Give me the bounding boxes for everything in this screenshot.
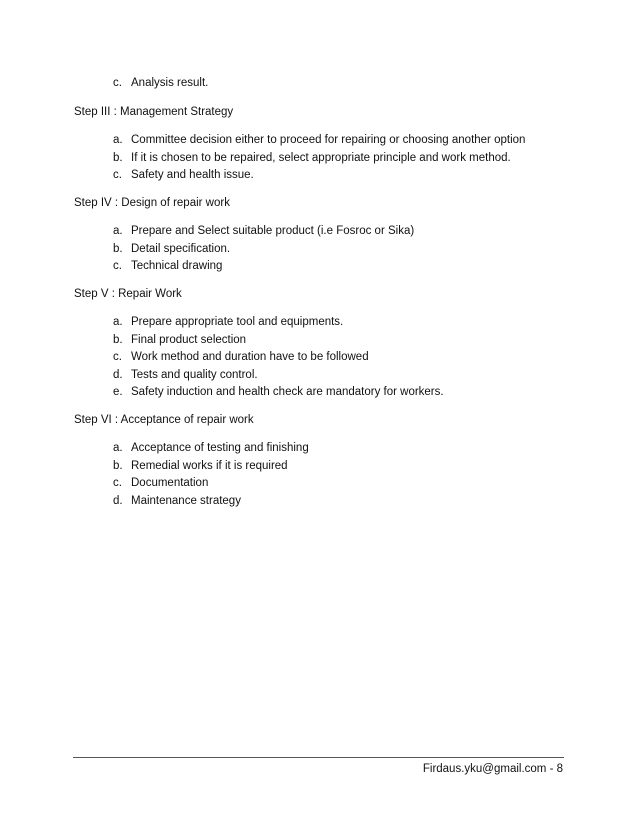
list-item-text: Tests and quality control. <box>131 369 258 381</box>
step-vi-heading: Step VI : Acceptance of repair work <box>74 414 254 426</box>
list-item-text: Technical drawing <box>131 260 223 272</box>
list-item <box>113 133 525 147</box>
list-marker: a. <box>113 134 123 146</box>
list-item <box>113 368 258 382</box>
list-item <box>113 242 230 256</box>
list-item <box>113 76 208 90</box>
list-marker: a. <box>113 316 123 328</box>
list-item-text: Prepare appropriate tool and equipments. <box>131 316 344 328</box>
list-marker: d. <box>113 495 123 507</box>
list-item <box>113 385 444 399</box>
list-item-text: Committee decision either to proceed for repairing or choosing another option <box>131 134 526 146</box>
list-item-text: Final product selection <box>131 334 247 346</box>
list-marker: c. <box>113 260 122 272</box>
list-item-text: Analysis result. <box>131 77 209 89</box>
step-v-heading: Step V : Repair Work <box>74 288 182 300</box>
list-item <box>113 350 369 364</box>
list-item-text: Prepare and Select suitable product (i.e Fosroc or Sika) <box>131 225 415 237</box>
list-item-text: Documentation <box>131 477 209 489</box>
list-item-text: Remedial works if it is required <box>131 460 288 472</box>
list-marker: c. <box>113 169 122 181</box>
list-item <box>113 168 254 182</box>
footer-divider <box>73 757 564 758</box>
list-marker: b. <box>113 152 123 164</box>
list-item <box>113 259 222 273</box>
step-iv-heading: Step IV : Design of repair work <box>74 197 230 209</box>
list-marker: b. <box>113 243 123 255</box>
list-item <box>113 459 288 473</box>
footer-email-page-number: Firdaus.yku@gmail.com - 8 <box>422 763 563 775</box>
list-item-text: If it is chosen to be repaired, select appropriate principle and work method. <box>131 152 511 164</box>
list-marker: c. <box>113 477 122 489</box>
list-item-text: Detail specification. <box>131 243 231 255</box>
list-item <box>113 441 309 455</box>
list-item-text: Safety and health issue. <box>131 169 254 181</box>
list-item-text: Acceptance of testing and finishing <box>131 442 309 454</box>
list-item <box>113 494 241 508</box>
list-item <box>113 476 208 490</box>
list-marker: a. <box>113 442 123 454</box>
list-marker: b. <box>113 334 123 346</box>
list-item-text: Work method and duration have to be followed <box>131 351 369 363</box>
step-iii-heading: Step III : Management Strategy <box>74 106 234 118</box>
list-marker: c. <box>113 77 122 89</box>
list-marker: b. <box>113 460 123 472</box>
list-item-text: Safety induction and health check are mandatory for workers. <box>131 386 444 398</box>
list-item <box>113 224 414 238</box>
list-marker: c. <box>113 351 122 363</box>
list-marker: a. <box>113 225 123 237</box>
list-item <box>113 333 246 347</box>
list-item <box>113 315 343 329</box>
list-item <box>113 151 511 165</box>
list-marker: d. <box>113 369 123 381</box>
list-marker: e. <box>113 386 123 398</box>
list-item-text: Maintenance strategy <box>131 495 241 507</box>
